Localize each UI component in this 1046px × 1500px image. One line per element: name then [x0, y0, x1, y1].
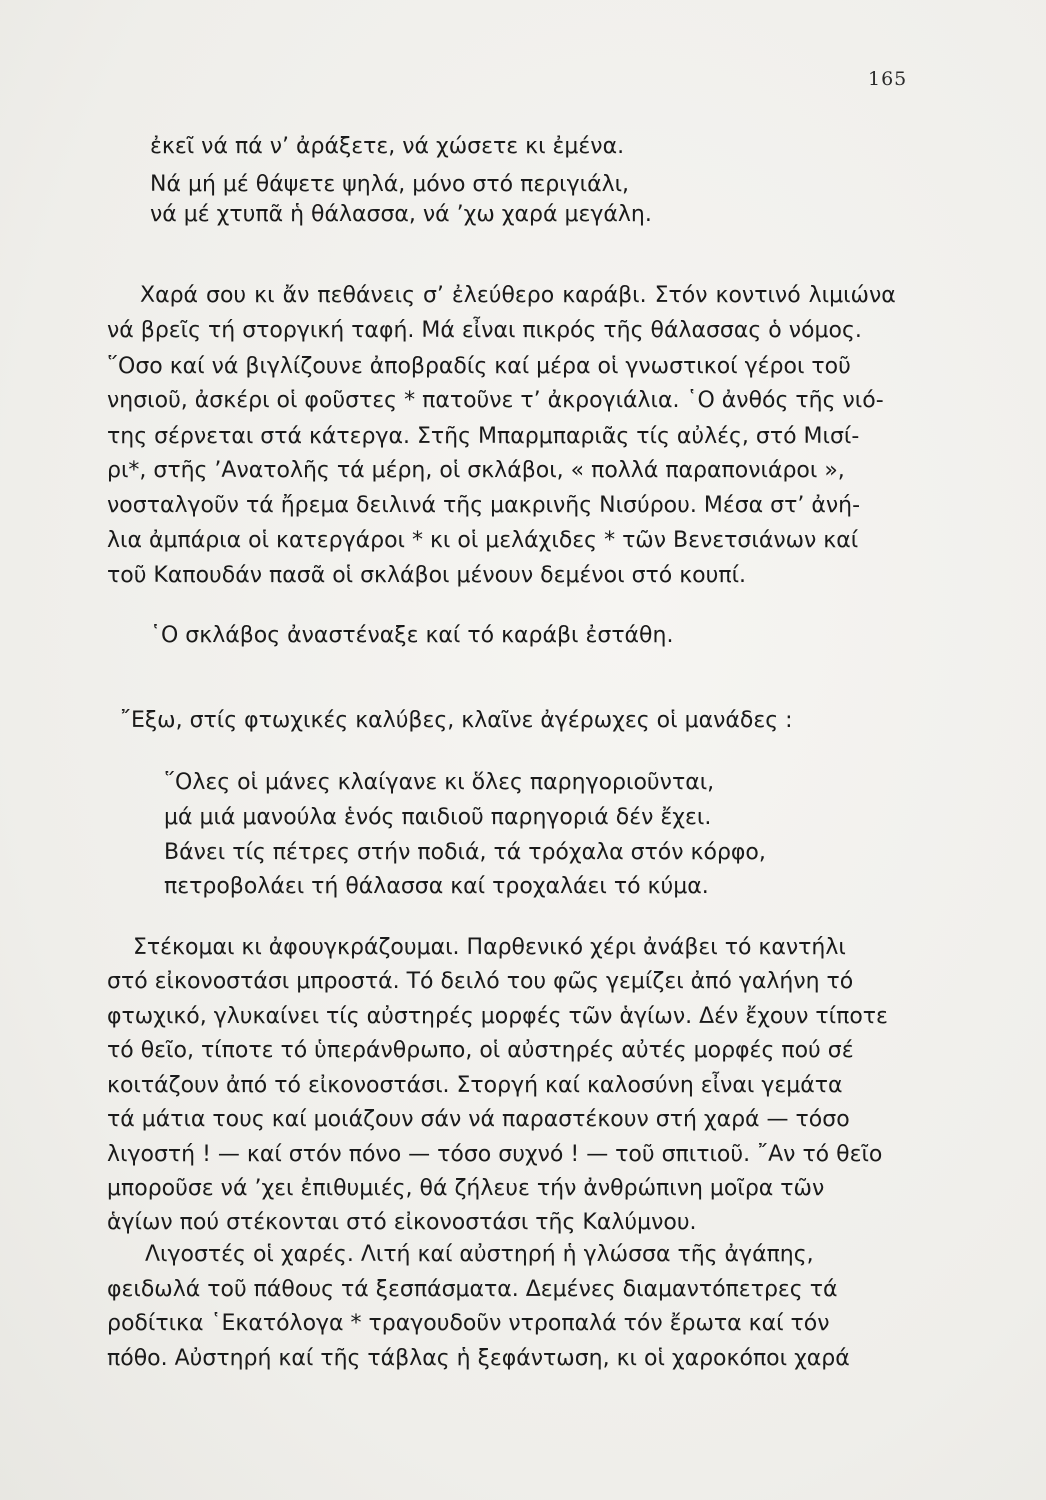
- paragraph-line: Στέκομαι κι ἀφουγκράζουμαι. Παρθενικό χέρι ἀνάβει τό καντήλι: [133, 935, 846, 960]
- paragraph-line: στό εἰκονοστάσι μπροστά. Τό δειλό του φῶς γεμίζει ἀπό γαλήνη τό: [107, 969, 854, 994]
- paragraph-line: της σέρνεται στά κάτεργα. Στῆς Μπαρμπαριᾶς τίς αὐλές, στό Μισί-: [107, 424, 860, 449]
- paragraph-line: Χαρά σου κι ἄν πεθάνεις σ’ ἐλεύθερο καράβι. Στόν κοντινό λιμιώνα: [140, 283, 896, 308]
- paragraph-line: μποροῦσε νά ’χει ἐπιθυμιές, θά ζήλευε τήν ἀνθρώπινη μοῖρα τῶν: [107, 1176, 825, 1201]
- paragraph-line: νησιοῦ, ἀσκέρι οἱ φοῦστες * πατοῦνε τ’ ἀκρογιάλια. ῾Ο ἀνθός τῆς νιό-: [107, 388, 884, 413]
- paragraph-line: ῞Οσο καί νά βιγλίζουνε ἀποβραδίς καί μέρα οἱ γνωστικοί γέροι τοῦ: [107, 354, 851, 379]
- outside-line: ῎Εξω, στίς φτωχικές καλύβες, κλαῖνε ἀγέρωχες οἱ μανάδες :: [120, 708, 793, 733]
- paragraph-line: φειδωλά τοῦ πάθους τά ξεσπάσματα. Δεμένες διαμαντόπετρες τά: [107, 1277, 838, 1302]
- paragraph-line: νά βρεῖς τή στοργική ταφή. Μά εἶναι πικρός τῆς θάλασσας ὁ νόμος.: [107, 318, 862, 343]
- verse-line: πετροβολάει τή θάλασσα καί τροχαλάει τό κύμα.: [164, 874, 709, 899]
- paragraph-line: τοῦ Καπουδάν πασᾶ οἱ σκλάβοι μένουν δεμένοι στό κουπί.: [107, 563, 747, 588]
- verse-line: Βάνει τίς πέτρες στήν ποδιά, τά τρόχαλα στόν κόρφο,: [164, 840, 766, 865]
- paragraph-line: ρι*, στῆς ’Ανατολῆς τά μέρη, οἱ σκλάβοι, « πολλά παραπονιάροι »,: [107, 458, 845, 483]
- paragraph-line: τά μάτια τους καί μοιάζουν σάν νά παραστέκουν στή χαρά — τόσο: [107, 1107, 850, 1132]
- paragraph-line: φτωχικό, γλυκαίνει τίς αὐστηρές μορφές τῶν ἁγίων. Δέν ἔχουν τίποτε: [107, 1004, 888, 1029]
- paragraph-line: λιγοστή ! — καί στόν πόνο — τόσο συχνό ! — τοῦ σπιτιοῦ. ῎Αν τό θεῖο: [107, 1142, 883, 1167]
- verse-line: νά μέ χτυπᾶ ἡ θάλασσα, νά ’χω χαρά μεγάλη.: [150, 202, 652, 227]
- page-number: 165: [868, 68, 908, 90]
- paragraph-line: κοιτάζουν ἀπό τό εἰκονοστάσι. Στοργή καί καλοσύνη εἶναι γεμάτα: [107, 1073, 843, 1098]
- paragraph-line: ἁγίων πού στέκονται στό εἰκονοστάσι τῆς Καλύμνου.: [107, 1210, 697, 1235]
- verse-line: ἐκεῖ νά πά ν’ ἀράξετε, νά χώσετε κι ἐμένα.: [150, 134, 625, 159]
- paragraph-line: νοσταλγοῦν τά ἤρεμα δειλινά τῆς μακρινῆς Νισύρου. Μέσα στ’ ἀνή-: [107, 493, 861, 518]
- paragraph-line: λια ἀμπάρια οἱ κατεργάροι * κι οἱ μελάχιδες * τῶν Βενετσιάνων καί: [107, 528, 859, 553]
- paragraph-line: ροδίτικα ῾Εκατόλογα * τραγουδοῦν ντροπαλά τόν ἔρωτα καί τόν: [107, 1311, 830, 1336]
- slave-line: ῾Ο σκλάβος ἀναστέναξε καί τό καράβι ἐστάθη.: [150, 623, 674, 648]
- paragraph-line: Λιγοστές οἱ χαρές. Λιτή καί αὐστηρή ἡ γλώσσα τῆς ἀγάπης,: [145, 1242, 814, 1267]
- paragraph-line: πόθο. Αὐστηρή καί τῆς τάβλας ἡ ξεφάντωση, κι οἱ χαροκόποι χαρά: [107, 1346, 850, 1371]
- verse-line: μά μιά μανούλα ἑνός παιδιοῦ παρηγοριά δέν ἔχει.: [164, 805, 712, 830]
- verse-line: ῞Ολες οἱ μάνες κλαίγανε κι ὅλες παρηγοριοῦνται,: [164, 770, 715, 795]
- verse-line: Νά μή μέ θάψετε ψηλά, μόνο στό περιγιάλι,: [150, 172, 630, 197]
- paragraph-line: τό θεῖο, τίποτε τό ὑπεράνθρωπο, οἱ αὐστηρές αὐτές μορφές πού σέ: [107, 1038, 854, 1063]
